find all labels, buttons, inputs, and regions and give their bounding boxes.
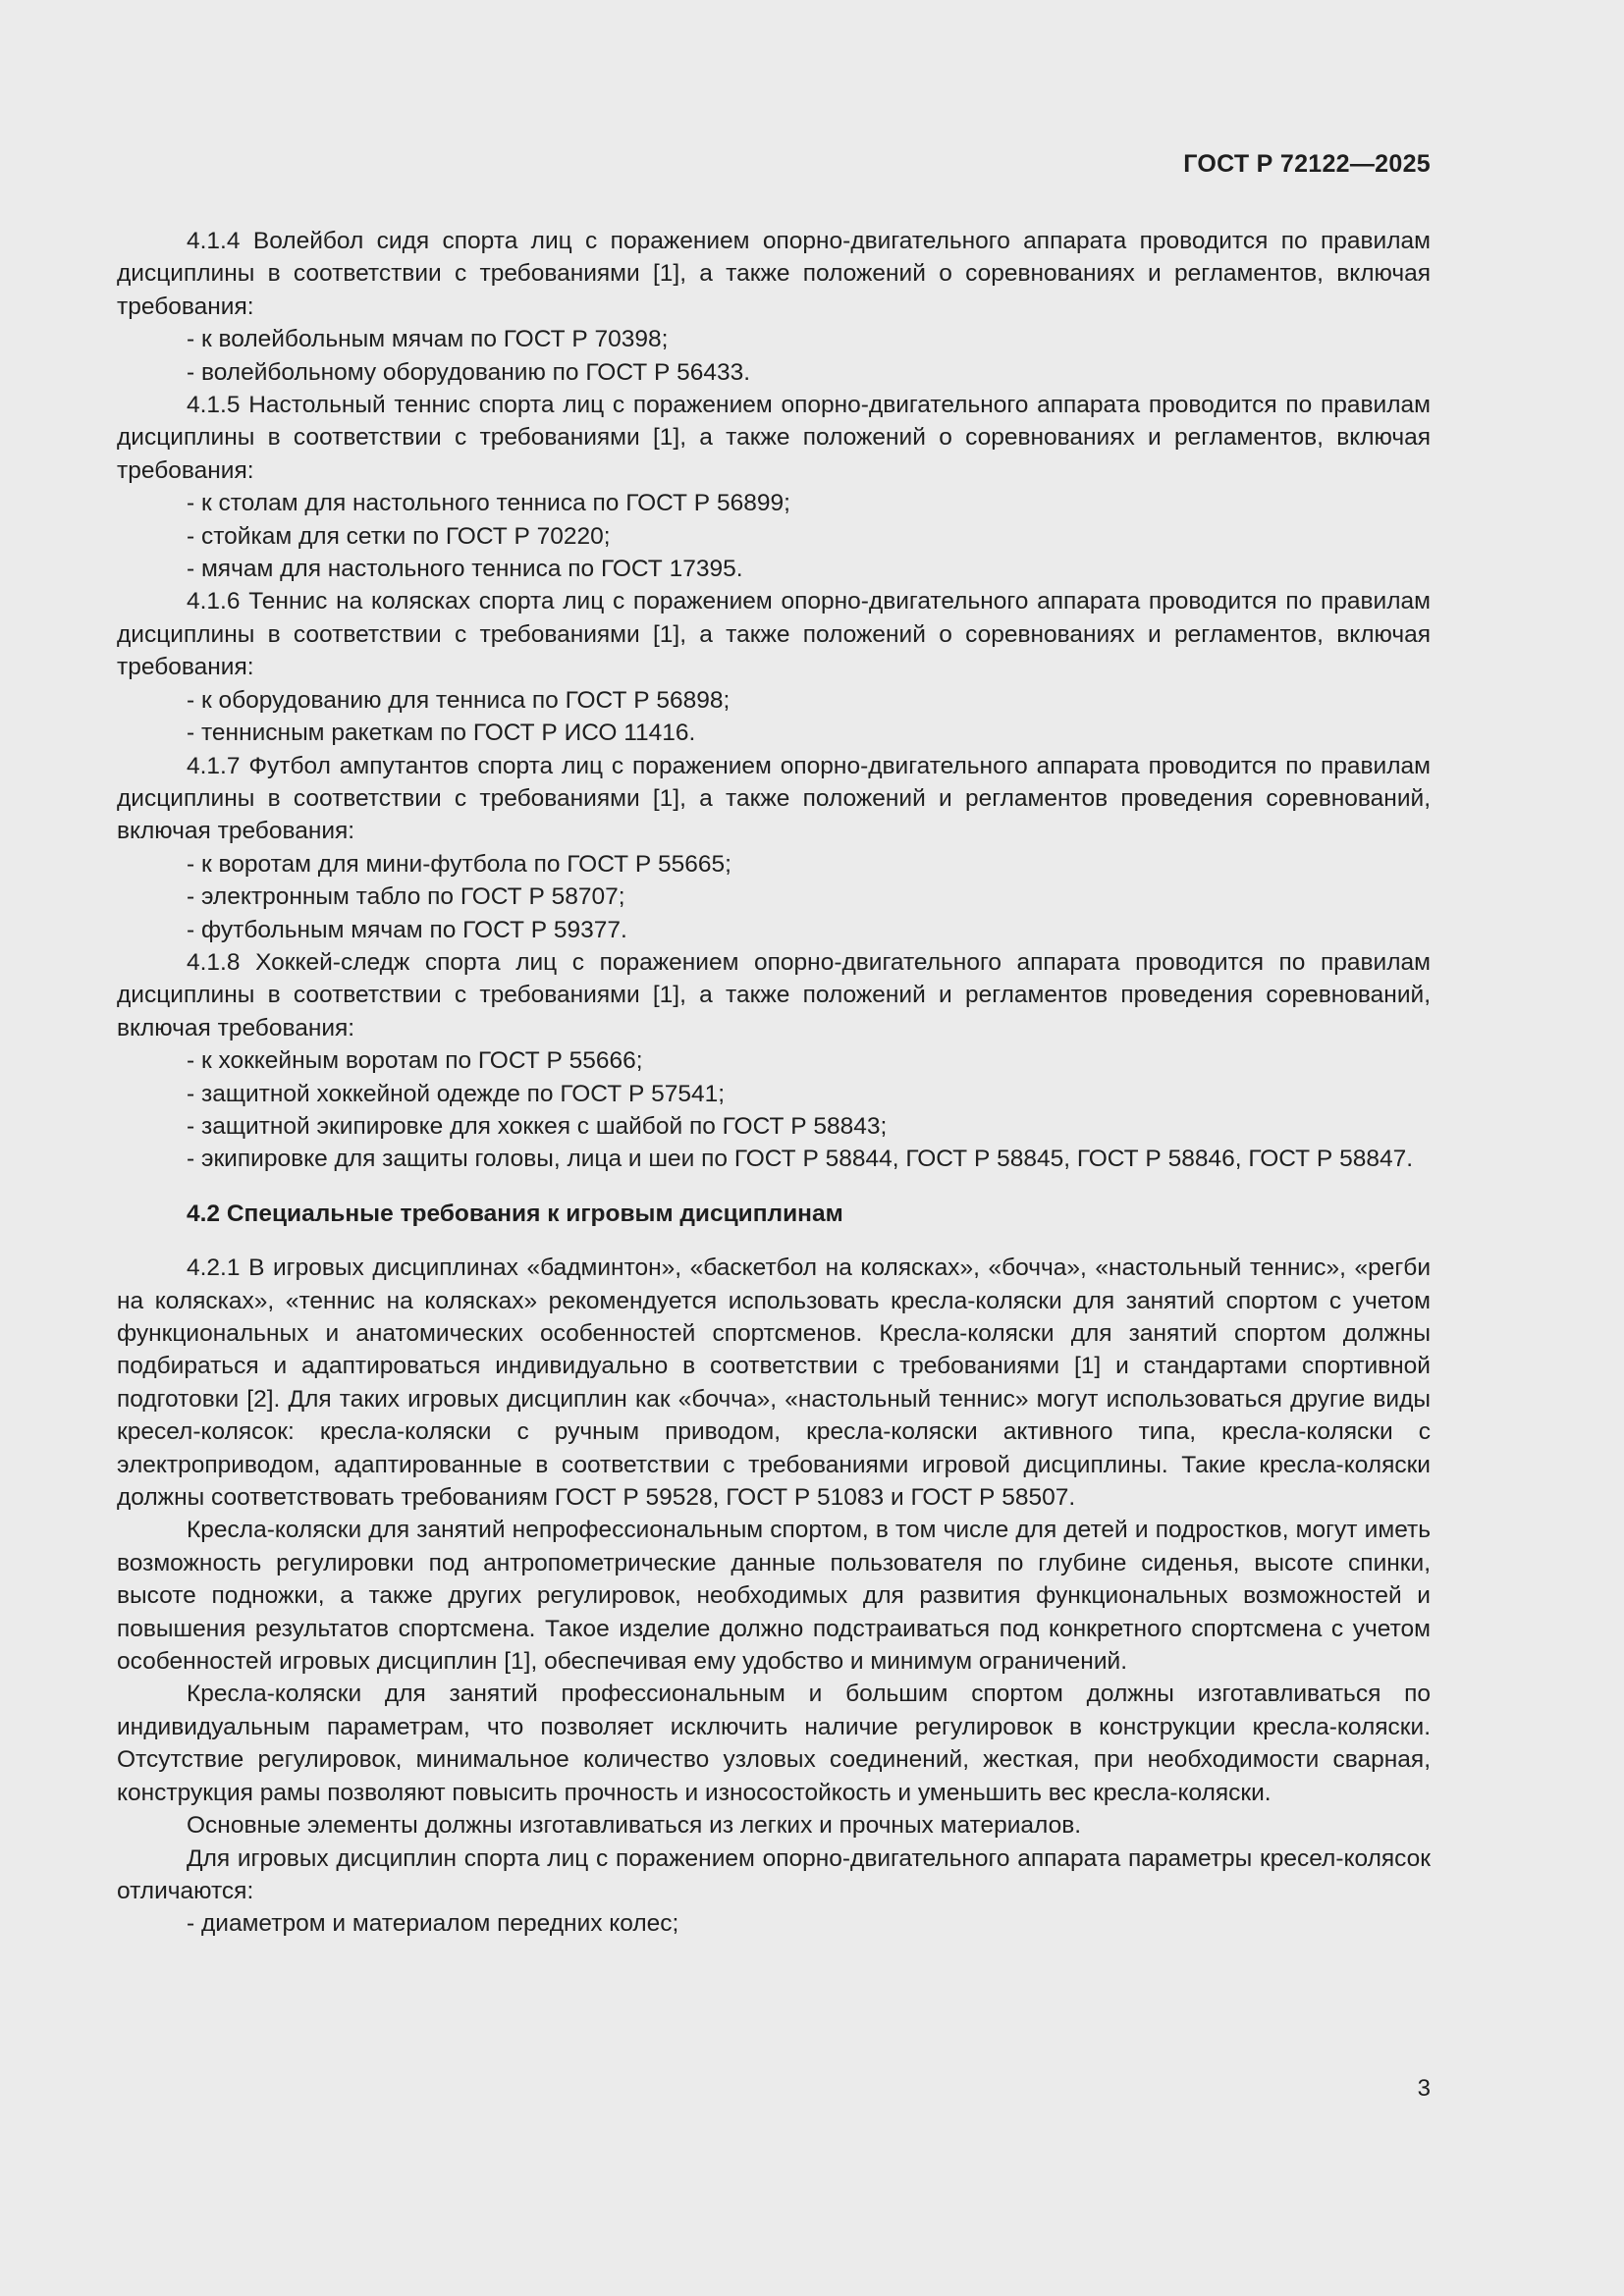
paragraph: Кресла-коляски для занятий непрофессиональным спортом, в том числе для детей и подростков, могут иметь возможность регулировки под антропометрические данные пользователя по глубине сиденья, высоте спинки, высоте подножки, а также других регулировок, необходимых для развития функциональных возможностей и повышения результатов спортсмена. Такое изделие должно подстраиваться под конкретного спортсмена с учетом особенностей игровых дисциплин [1], обеспечивая ему удобство и минимум ограничений. [117,1517,1431,1676]
paragraph: 4.1.4 Волейбол сидя спорта лиц с поражением опорно-двигательного аппарата проводится по правилам дисциплины в соответствии с требованиями [1], а также положений о соревнованиях и регламентов, включая требования: [117,228,1431,320]
list-item: - стойкам для сетки по ГОСТ Р 70220; [187,522,611,550]
paragraph: Основные элементы должны изготавливаться из легких и прочных материалов. [187,1812,1082,1840]
list-item: - диаметром и материалом передних колес; [187,1910,679,1938]
list-item: - к хоккейным воротам по ГОСТ Р 55666; [187,1047,643,1075]
list-item: - защитной экипировке для хоккея с шайбой по ГОСТ Р 58843; [187,1112,888,1140]
list-item: - футбольным мячам по ГОСТ Р 59377. [187,916,627,943]
paragraph: Для игровых дисциплин спорта лиц с поражением опорно-двигательного аппарата параметры кресел-колясок отличаются: [117,1844,1431,1904]
list-item: - к волейбольным мячам по ГОСТ Р 70398; [187,326,669,353]
list-item: - к воротам для мини-футбола по ГОСТ Р 55665; [187,850,731,878]
list-item: - волейбольному оборудованию по ГОСТ Р 56433. [187,358,751,386]
list-item: - к оборудованию для тенниса по ГОСТ Р 56898; [187,686,731,714]
document-header-id: ГОСТ Р 72122—2025 [1183,150,1431,178]
paragraph: 4.1.8 Хоккей-следж спорта лиц с поражением опорно-двигательного аппарата проводится по правилам дисциплины в соответствии с требованиями [1], а также положений и регламентов проведения соревнований, включая требования: [117,948,1431,1041]
paragraph: - экипировке для защиты головы, лица и шеи по ГОСТ Р 58844, ГОСТ Р 58845, ГОСТ Р 58846, ГОСТ Р 58847. [187,1146,1414,1173]
list-item: - мячам для настольного тенниса по ГОСТ 17395. [187,556,743,583]
section-heading: 4.2 Специальные требования к игровым дисциплинам [187,1200,843,1227]
paragraph: 4.2.1 В игровых дисциплинах «бадминтон», «баскетбол на колясках», «бочча», «настольный теннис», «регби на колясках», «теннис на колясках» рекомендуется использовать кресла-коляски для занятий спортом с учетом функциональных и анатомических особенностей спортсменов. Кресла-коляски для занятий спортом должны подбираться и адаптироваться индивидуально в соответствии с требованиями [1] и стандартами спортивной подготовки [2]. Для таких игровых дисциплин как «бочча», «настольный теннис» могут использоваться другие виды кресел-колясок: кресла-коляски с ручным приводом, кресла-коляски активного типа, кресла-коляски с электроприводом, адаптированные в соответствии с требованиями игровой дисциплины. Такие кресла-коляски должны соответствовать требованиям ГОСТ Р 59528, ГОСТ Р 51083 и ГОСТ Р 58507. [117,1255,1431,1512]
page-number: 3 [1417,2075,1431,2102]
list-item: - электронным табло по ГОСТ Р 58707; [187,883,625,911]
document-body [117,225,1431,1941]
list-item: - к столам для настольного тенниса по ГОСТ Р 56899; [187,490,790,517]
paragraph: Кресла-коляски для занятий профессиональным и большим спортом должны изготавливаться по индивидуальным параметрам, что позволяет исключить наличие регулировок в конструкции кресла-коляски. Отсутствие регулировок, минимальное количество узловых соединений, жесткая, при необходимости сварная, конструкция рамы позволяют повысить прочность и износостойкость и уменьшить вес кресла-коляски. [117,1681,1431,1806]
list-item: - теннисным ракеткам по ГОСТ Р ИСО 11416. [187,720,696,747]
list-item: - защитной хоккейной одежде по ГОСТ Р 57541; [187,1080,726,1107]
paragraph: 4.1.5 Настольный теннис спорта лиц с поражением опорно-двигательного аппарата проводится по правилам дисциплины в соответствии с требованиями [1], а также положений о соревнованиях и регламентов, включая требования: [117,392,1431,484]
paragraph: 4.1.6 Теннис на колясках спорта лиц с поражением опорно-двигательного аппарата проводится по правилам дисциплины в соответствии с требованиями [1], а также положений о соревнованиях и регламентов, включая требования: [117,588,1431,681]
paragraph: 4.1.7 Футбол ампутантов спорта лиц с поражением опорно-двигательного аппарата проводится по правилам дисциплины в соответствии с требованиями [1], а также положений и регламентов проведения соревнований, включая требования: [117,752,1431,845]
